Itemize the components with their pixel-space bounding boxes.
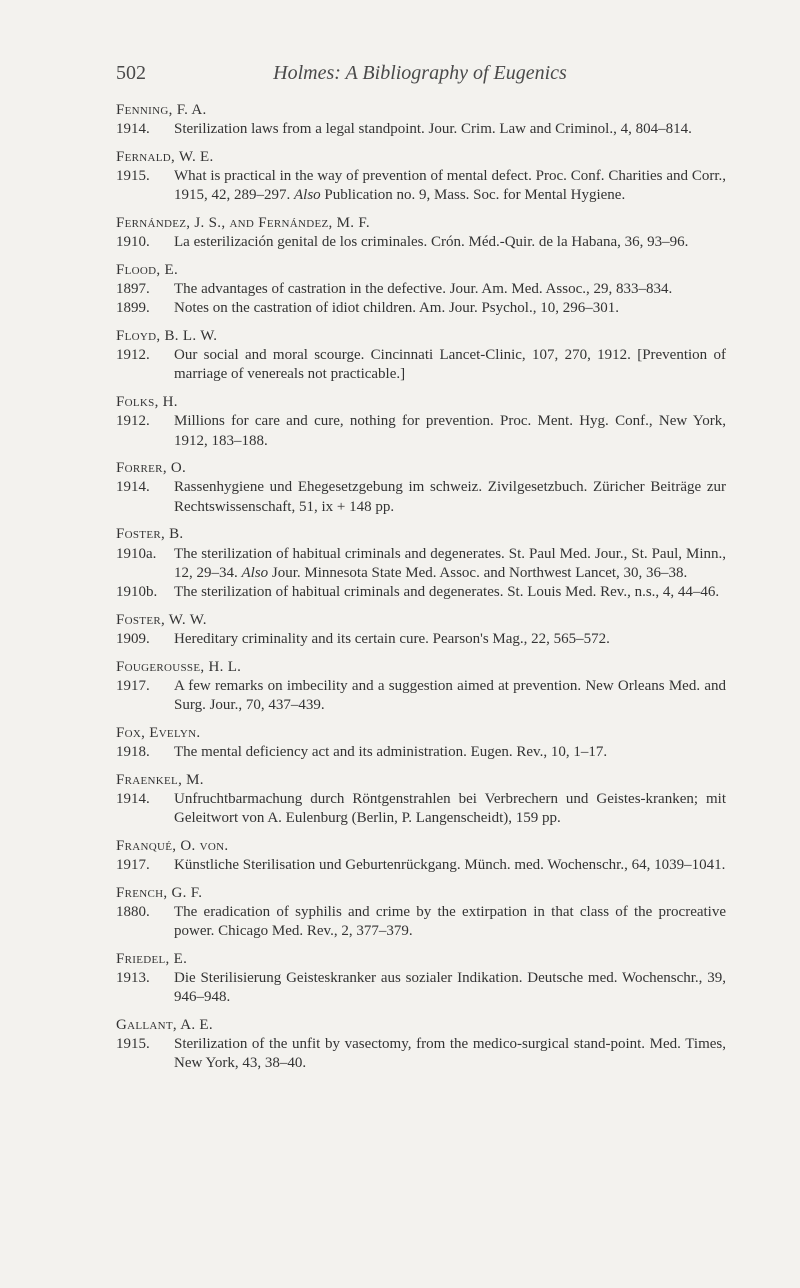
work-citation: Sterilization laws from a legal standpoint. Jour. Crim. Law and Criminol., 4, 804–814. xyxy=(174,121,692,138)
work-citation: The eradication of syphilis and crime by the extirpation in that class of the procreative power. Chicago Med. Rev., 2, 377–379. xyxy=(174,903,726,940)
work-citation: Notes on the castration of idiot children. Am. Jour. Psychol., 10, 296–301. xyxy=(174,300,619,317)
entry-author: Flood, E. xyxy=(116,261,179,278)
work-year: 1909. xyxy=(116,630,150,647)
entry-author: Fougerousse, H. L. xyxy=(116,658,242,675)
entry-author: Fenning, F. A. xyxy=(116,102,207,118)
bibliography-entry xyxy=(116,393,726,451)
entry-work xyxy=(116,743,726,762)
bibliography-entry xyxy=(116,658,726,716)
entry-work xyxy=(116,167,726,205)
entry-work xyxy=(116,545,726,583)
work-year: 1912. xyxy=(116,413,150,430)
entry-work xyxy=(116,969,726,1007)
work-citation: Unfruchtbarmachung durch Röntgenstrahlen bei Verbrechern und Geistes-kranken; mit Geleitwort von A. Eulenburg (Berlin, P. Langenscheidt), 159 pp. xyxy=(174,790,726,826)
entry-author: Gallant, A. E. xyxy=(116,1016,213,1033)
entry-work xyxy=(116,346,726,384)
work-year: 1918. xyxy=(116,743,150,760)
work-year: 1897. xyxy=(116,281,150,298)
bibliography-entry xyxy=(116,525,726,602)
entry-work xyxy=(116,299,726,318)
work-year: 1899. xyxy=(116,300,150,317)
entry-work xyxy=(116,1035,726,1073)
work-citation: Sterilization of the unfit by vasectomy, from the medico-surgical stand-point. Med. Times, New York, 43, 38–40. xyxy=(174,1036,726,1072)
work-year: 1915. xyxy=(116,1036,150,1053)
work-year: 1917. xyxy=(116,856,150,873)
entry-work xyxy=(116,856,726,875)
entry-work xyxy=(116,583,726,602)
bibliography-entry xyxy=(116,459,726,517)
work-year: 1880. xyxy=(116,903,150,920)
bibliography-entry xyxy=(116,261,726,319)
work-year: 1910b. xyxy=(116,583,158,600)
bibliography-entry xyxy=(116,724,726,762)
work-citation: La esterilización genital de los criminales. Crón. Méd.-Quir. de la Habana, 36, 93–96. xyxy=(174,234,689,251)
bibliography-entry xyxy=(116,327,726,385)
work-citation: Künstliche Sterilisation und Geburtenrückgang. Münch. med. Wochenschr., 64, 1039–1041. xyxy=(174,856,726,873)
entry-author: Folks, H. xyxy=(116,394,178,411)
entry-author: Fernández, J. S., and Fernández, M. F. xyxy=(116,215,370,232)
work-year: 1914. xyxy=(116,790,150,807)
work-year: 1913. xyxy=(116,969,150,986)
also-label: Also xyxy=(294,187,321,204)
entry-work xyxy=(116,677,726,715)
work-citation: Die Sterilisierung Geisteskranker aus sozialer Indikation. Deutsche med. Wochenschr., 39, 946–948. xyxy=(174,969,726,1006)
work-citation: The advantages of castration in the defective. Jour. Am. Med. Assoc., 29, 833–834. xyxy=(174,281,673,298)
work-year: 1912. xyxy=(116,347,150,364)
work-citation: The mental deficiency act and its administration. Eugen. Rev., 10, 1–17. xyxy=(174,743,608,760)
entry-work xyxy=(116,233,726,252)
entry-author: Foster, B. xyxy=(116,526,184,543)
also-label: Also xyxy=(241,564,269,581)
work-citation: A few remarks on imbecility and a suggestion aimed at prevention. New Orleans Med. and Surg. Jour., 70, 437–439. xyxy=(174,677,726,713)
entry-author: Forrer, O. xyxy=(116,460,187,477)
work-citation: Our social and moral scourge. Cincinnati Lancet-Clinic, 107, 270, 1912. [Prevention of marriage of venereals not practicable.] xyxy=(174,347,726,383)
work-citation: The sterilization of habitual criminals and degenerates. St. Louis Med. Rev., n.s., 4, 44–46. xyxy=(174,583,720,600)
work-citation: Millions for care and cure, nothing for prevention. Proc. Ment. Hyg. Conf., New York, 1912, 183–188. xyxy=(174,413,726,449)
entry-work xyxy=(116,412,726,450)
entry-author: Franqué, O. von. xyxy=(116,837,229,854)
entry-author: Fox, Evelyn. xyxy=(116,724,201,741)
work-citation: Hereditary criminality and its certain cure. Pearson's Mag., 22, 565–572. xyxy=(174,630,610,647)
work-citation-also: Jour. Minnesota State Med. Assoc. and Northwest Lancet, 30, 36–38. xyxy=(271,564,688,581)
page-number: 502 xyxy=(116,62,146,84)
entry-author: Fernald, W. E. xyxy=(116,148,214,165)
work-year: 1914. xyxy=(116,479,150,496)
entry-author: Floyd, B. L. W. xyxy=(116,328,218,345)
entry-work xyxy=(116,903,726,941)
entry-author: Fraenkel, M. xyxy=(116,771,204,788)
work-year: 1910. xyxy=(116,234,150,251)
bibliography-entry xyxy=(116,611,726,649)
entry-author: Foster, W. W. xyxy=(116,611,207,628)
work-year: 1917. xyxy=(116,677,150,694)
entry-work xyxy=(116,630,726,649)
work-year: 1914. xyxy=(116,121,150,138)
entry-work xyxy=(116,790,726,828)
bibliography-entry xyxy=(116,1016,726,1074)
running-title: Holmes: A Bibliography of Eugenics xyxy=(273,62,567,84)
bibliography-entry xyxy=(116,884,726,942)
bibliography-entry xyxy=(116,214,726,252)
work-citation: Rassenhygiene und Ehegesetzgebung im schweiz. Zivilgesetzbuch. Züricher Beiträge zur Rechtswissenschaft, 51, ix + 148 pp. xyxy=(174,479,726,515)
entry-author: French, G. F. xyxy=(116,884,203,901)
bibliography-entry xyxy=(116,148,726,206)
bibliography-entry xyxy=(116,950,726,1008)
bibliography-entry xyxy=(116,837,726,875)
bibliography-entry xyxy=(116,771,726,829)
work-citation: What is practical in the way of prevention of mental defect. Proc. Conf. Charities and Corr., 1915, 42, 289–297. xyxy=(174,168,726,204)
work-citation-also: Publication no. 9, Mass. Soc. for Mental Hygiene. xyxy=(324,187,626,204)
work-year: 1910a. xyxy=(116,545,157,562)
bibliography-entry xyxy=(116,101,726,139)
entry-author: Friedel, E. xyxy=(116,950,188,967)
work-year: 1915. xyxy=(116,168,150,185)
work-citation: The sterilization of habitual criminals and degenerates. St. Paul Med. Jour., St. Paul, Minn., 12, 29–34. xyxy=(174,545,726,581)
entry-work xyxy=(116,478,726,516)
entry-work xyxy=(116,120,726,139)
entry-work xyxy=(116,280,726,299)
bibliography-list xyxy=(116,101,726,1082)
